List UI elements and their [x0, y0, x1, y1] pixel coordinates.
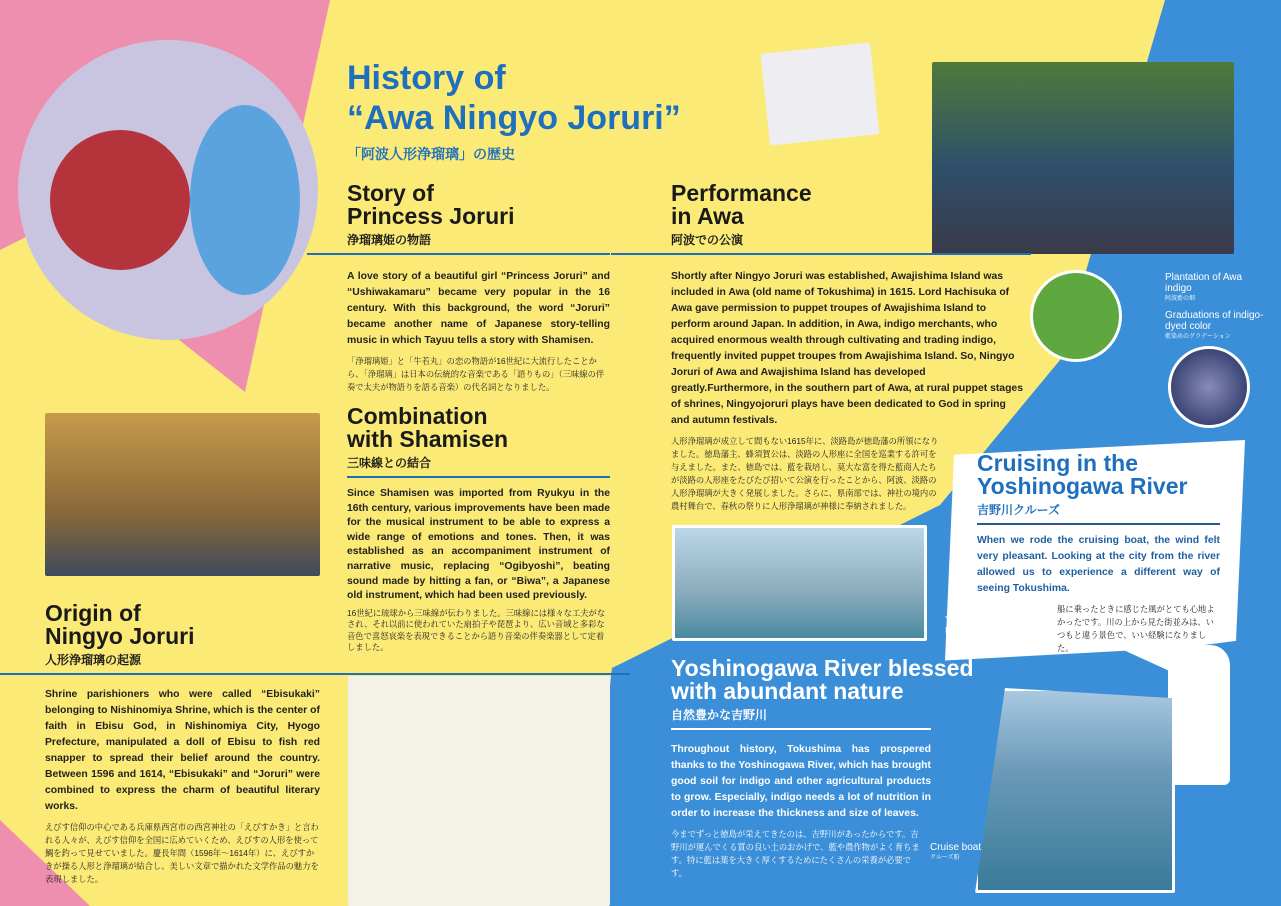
- shamisen-performers-photo: [45, 413, 320, 576]
- divider: [347, 476, 610, 478]
- section-princess: Story of Princess Joruri 浄瑠璃姫の物語 A love story of a beautiful girl “Princess Joruri” and “Ushiwakamaru” became very popular in the 16 century. With this background, the word “Joruri” became another name of Japanese story-telling music in which Tayuu tells a story with Shamisen. 「浄瑠璃姫」と「牛若丸」の恋の物語が16世紀に大流行したことから、「浄瑠璃」は日本の伝統的な音楽である「語りもの」（三味線の伴奏で太夫が物語りを語る音楽）の代名詞となりました。: [347, 182, 610, 394]
- puppet-sketch: [760, 43, 879, 146]
- graduations-label: Graduations of indigo-dyed color 藍染めのグラデーション: [1165, 310, 1264, 340]
- section-performance: Performance in Awa 阿波での公演 Shortly after Ningyo Joruri was established, Awajishima Island was included in Awa (old name of Tokushima) in 1615. Lord Hachisuka of Awa gave permission to puppet troupes of Awajishima Island to perform around Japan. In addition, in Awa, indigo merchants, who acquired enormous wealth through cultivating and trading indigo, frequently invited puppet troupes from Awajishima Island. So, Ningyo Joruri of Awa and Awajishima Island has developed greatly.Furthermore, in the southern part of Awa, at rural puppet stages of shrines, Ningyojoruri plays have been dedicated to God in spring and autumn festivals. 人形浄瑠璃が成立して間もない1615年に、淡路島が徳島藩の所領になりました。徳島藩主、蜂須賀公は、淡路の人形座に全国を巡業する許可を与えました。また、徳島では、藍を栽培し、莫大な富を得た藍商人たちが淡路の人形座をたびたび招いて公演を行ったことから、阿波、淡路の人形浄瑠璃が大きく発展しました。さらに、県南部では、神社の境内の農村舞台で、春秋の祭りに人形浄瑠璃が神様に奉納されました。: [671, 182, 1031, 513]
- divider: [977, 523, 1220, 525]
- section-origin: Origin of Ningyo Joruri 人形浄瑠璃の起源 Shrine parishioners who were called “Ebisukaki” belonging to Nishinomiya Shrine, which is the center of faith in Ebisu God, in Nishinomiya City, Hyogo Prefecture, manipulated a doll of Ebisu to fish red snapper to spread their belief around the country. Between 1596 and 1614, “Ebisukaki” and “Joruri” were combined to express the charm of beautiful literary works. えびす信仰の中心である兵庫県西宮市の西宮神社の「えびすかき」と言われる人々が、えびす信仰を全国に広めていくため、えびすの人形を使って鯛を釣って見せていました。慶長年間（1596年～1614年）に、えびすかきが操る人形と浄瑠璃が結合し、美しい文章で描かれた文学作品の魅力を表現しました。: [45, 602, 320, 886]
- divider: [0, 673, 630, 675]
- cruise-boat-label: Cruise boat クルーズ船: [930, 842, 982, 861]
- divider: [671, 728, 931, 730]
- section-nature: Yoshinogawa River blessed with abundant nature 自然豊かな吉野川 Throughout history, Tokushima has prospered thanks to the Yoshinogawa River, which has brought good soil for indigo and other agricultural products to grow. Especially, indigo needs a lot of nutrition in order to increase the thickness and size of leaves. 今までずっと徳島が栄えてきたのは、吉野川があったからです。吉野川が運んでくる質の良い土のおかげで、藍や農作物がよく育ちます。特に藍は葉を大きく厚くするためにたくさんの栄養が必要です。: [671, 655, 974, 878]
- indigo-plantation-photo: [1030, 270, 1122, 362]
- ebisukaki-sketch: [348, 676, 610, 906]
- divider: [611, 253, 1031, 255]
- page-title: History of “Awa Ningyo Joruri” 「阿波人形浄瑠璃」の歴史: [347, 59, 681, 162]
- girl-illustration: [1168, 645, 1230, 785]
- cruise-boat-photo: [975, 688, 1175, 893]
- river-label: Yoshinogawa River 吉野川: [945, 615, 1005, 645]
- section-cruising: Cruising in the Yoshinogawa River 吉野川クルーズ When we rode the cruising boat, the wind felt very pleasant. Looking at the city from the river allowed us to experience a different way of seeing Tokushima. 船に乗ったときに感じた風がとても心地よかったです。川の上から見た街並みは、いつもと違う景色で、いい経験になりました。: [977, 450, 1220, 653]
- river-photo: [672, 525, 927, 641]
- indigo-gradation-photo: [1168, 346, 1250, 428]
- section-shamisen: Combination with Shamisen 三味線との結合 Since Shamisen was imported from Ryukyu in the 16th century, various improvements have been made for the musical instrument to be able to express a wide range of emotions and tones. Then, it was established as an accompaniment instrument of narrative music, replacing “Ogibyoshi”, beating sound made by hitting a fan, or “Biwa”, a Japanese old instrument, which had been used previously. 16世紀に琉球から三味線が伝わりました。三味線には様々な工夫がなされ、それ以前に使われていた扇拍子や琵琶より、広い音域と多彩な音色で喜怒哀楽を表現できることから語り音楽の伴奏楽器として定着しました。: [347, 403, 610, 653]
- plantation-label: Plantation of Awa indigo 阿波藍の畑: [1165, 272, 1243, 302]
- divider: [307, 253, 610, 255]
